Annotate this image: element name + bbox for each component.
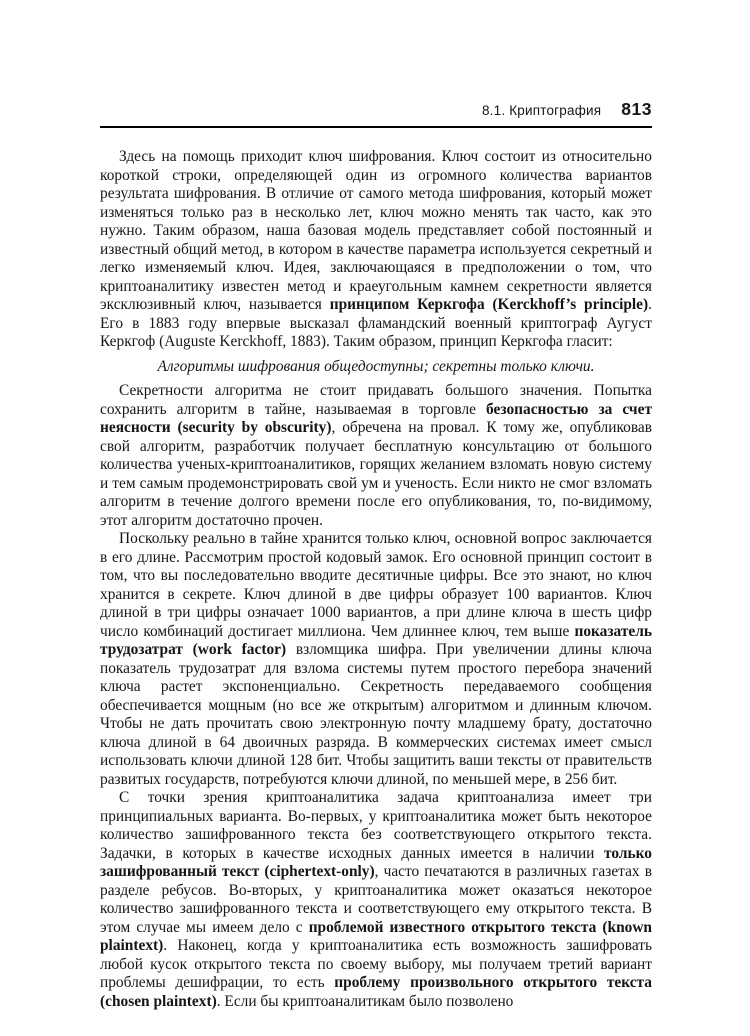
bold-term-work-factor: показатель трудозатрат (work factor)	[100, 622, 652, 658]
text-run: . Его в 1883 году впервые высказал фламандский военный криптограф Аугуст Керкгоф (Auguste Kerckhoff, 1883). Таким образом, принцип Керкгофа гласит:	[100, 296, 652, 350]
bold-term-known-plaintext: проблемой известного открытого текста (known plaintext)	[100, 918, 652, 954]
page-body	[100, 148, 652, 1011]
bold-term-chosen-plaintext: проблему произвольного открытого текста (chosen plaintext)	[100, 974, 652, 1010]
text-run: , часто печатаются в различных газетах в разделе ребусов. Во-вторых, у криптоаналитика может оказаться некоторое количество зашифрованного текста и соответствующего ему открытого текста. В этом случае мы имеем дело с	[100, 863, 652, 936]
text-run: Секретности алгоритма не стоит придавать большого значения. Попытка сохранить алгоритм в тайне, называемая в торговле	[100, 382, 652, 418]
text-run: , обречена на провал. К тому же, опубликовав свой алгоритм, разработчик получает бесплатную консультацию от большого количества ученых-криптоаналитиков, горящих желанием взломать новую систему и тем самым продемонстрировать свой ум и ученость. Если никто не смог взломать алгоритм в течение долгого времени после его опубликования, то, по-видимому, этот алгоритм достаточно прочен.	[100, 419, 652, 529]
paragraph-security-by-obscurity	[100, 382, 652, 530]
page-header	[100, 99, 652, 128]
bold-term-ciphertext-only: только зашифрованный текст (ciphertext-only)	[100, 844, 652, 880]
epigraph-kerckhoff-maxim: Алгоритмы шифрования общедоступны; секретны только ключи.	[157, 357, 595, 375]
text-run: Здесь на помощь приходит ключ шифрования. Ключ состоит из относительно короткой строки, определяющей один из огромного количества вариантов результата шифрования. В отличие от самого метода шифрования, который может изменяться только раз в несколько лет, ключ можно менять так часто, как это нужно. Таким образом, наша базовая модель представляет собой постоянный и известный общий метод, в котором в качестве параметра используется секретный и легко изменяемый ключ. Идея, заключающаяся в предположении о том, что криптоаналитику известен метод и краеугольным камнем секретности является эксклюзивный ключ, называется	[100, 148, 652, 313]
section-title: 8.1. Криптография	[481, 103, 602, 118]
text-run: Поскольку реально в тайне хранится только ключ, основной вопрос заключается в его длине. Рассмотрим простой кодовый замок. Его основной принцип состоит в том, что вы последовательно вводите десятичные цифры. Все это знают, но ключ хранится в секрете. Ключ длиной в две цифры образует 100 вариантов. Ключ длиной в три цифры означает 1000 вариантов, а при длине ключа в шесть цифр число комбинаций достигает миллиона. Чем длиннее ключ, тем выше	[100, 530, 652, 640]
page-number: 813	[621, 99, 652, 119]
paragraph-cryptanalysis-variants	[100, 789, 652, 1011]
text-run: взломщика шифра. При увеличении длины ключа показатель трудозатрат для взлома системы путем простого перебора значений ключа растет экспоненциально. Секретность передаваемого сообщения обеспечивается мощным (но все же открытым) алгоритмом и длинным ключом. Чтобы не дать прочитать свою электронную почту младшему брату, достаточно ключа длиной в 64 двоичных разряда. В коммерческих системах имеет смысл использовать ключи длиной 128 бит. Чтобы защитить ваши тексты от правительств развитых государств, потребуются ключи длиной, по меньшей мере, в 256 бит.	[100, 641, 653, 788]
bold-term-security-by-obscurity: безопасностью за счет неясности (security by obscurity)	[100, 400, 652, 436]
text-run: . Если бы криптоаналитикам было позволено	[216, 992, 514, 1010]
text-run: С точки зрения криптоаналитика задача криптоанализа имеет три принципиальных варианта. Во-первых, у криптоаналитика может быть некоторое количество зашифрованного текста без соответствующего открытого текста. Задачки, в которых в качестве исходных данных имеется в наличии	[100, 789, 652, 862]
bold-term-kerckhoff-principle: принципом Керкгофа (Kerckhoff’s principle)	[329, 296, 649, 313]
text-column	[100, 99, 652, 1011]
paragraph-encryption-key	[100, 148, 652, 352]
paragraph-key-length	[100, 530, 652, 789]
text-run: . Наконец, когда у криптоаналитика есть возможность зашифровать любой кусок открытого текста по своему выбору, мы получаем третий вариант проблемы дешифрации, то есть	[100, 937, 652, 991]
